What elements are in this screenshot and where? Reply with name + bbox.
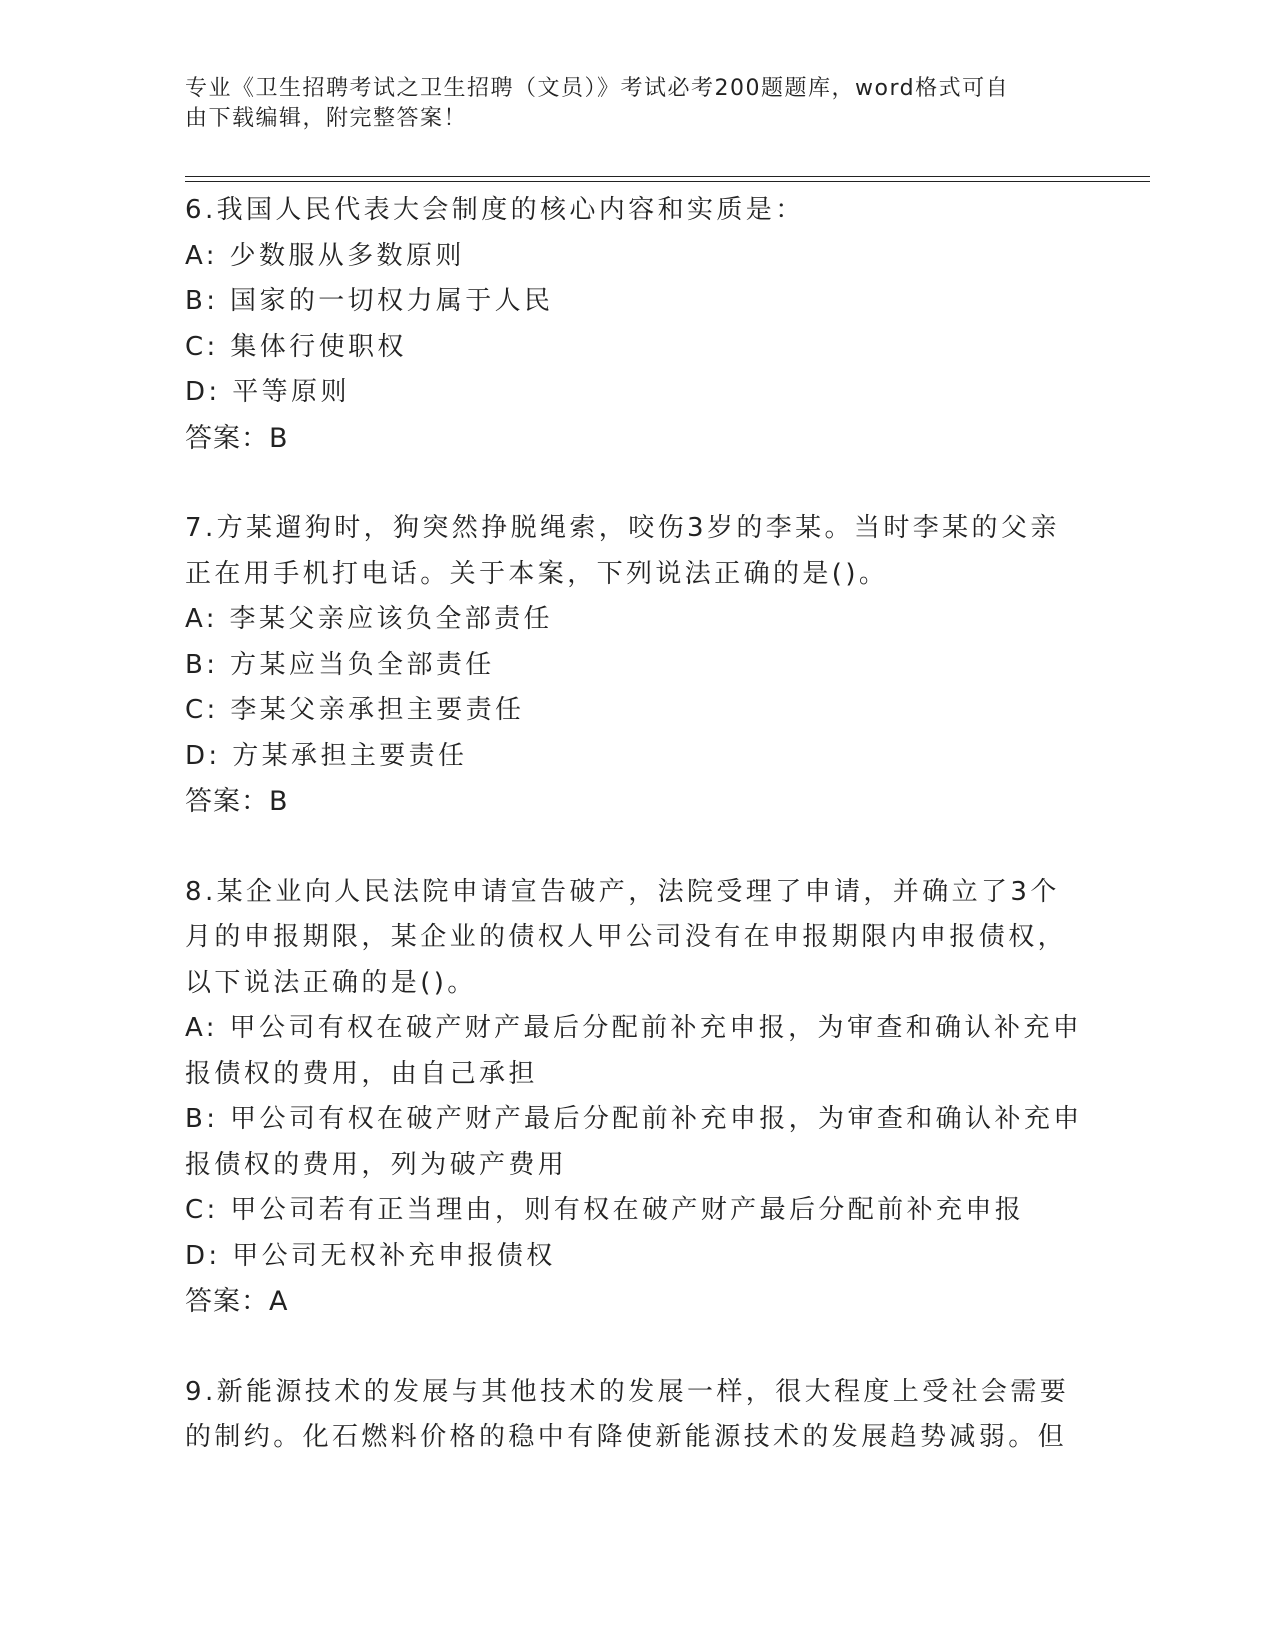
question-list	[185, 188, 1085, 1461]
option-c: C: 李某父亲承担主要责任	[185, 695, 525, 725]
question-8	[185, 870, 1085, 1325]
question-stem-line: 6.我国人民代表大会制度的核心内容和实质是：	[185, 195, 805, 225]
option-c: C: 集体行使职权	[185, 331, 407, 362]
option-d: D: 平等原则	[185, 377, 350, 407]
header-divider-bottom	[185, 181, 1150, 182]
option-c: C: 甲公司若有正当理由，则有权在破产财产最后分配前补充申报	[185, 1195, 1025, 1225]
answer-line: 答案：A	[185, 1286, 289, 1317]
answer-line: 答案：B	[185, 786, 289, 817]
header-divider-top	[185, 176, 1150, 177]
header-line-1: 专业《卫生招聘考试之卫生招聘（文员）》考试必考200题题库，word格式可自	[185, 76, 1010, 101]
question-9	[185, 1370, 1085, 1461]
question-stem-line: 的制约。化石燃料价格的稳中有降使新能源技术的发展趋势减弱。但	[185, 1422, 1068, 1452]
option-b: B: 方某应当负全部责任	[185, 649, 495, 680]
option-a: A: 甲公司有权在破产财产最后分配前补充申报，为审查和确认补充申	[185, 1013, 1083, 1043]
answer-line: 答案：B	[185, 422, 289, 454]
question-stem-line: 9.新能源技术的发展与其他技术的发展一样，很大程度上受社会需要	[185, 1376, 1070, 1407]
question-6	[185, 188, 1085, 461]
question-stem-line: 正在用手机打电话。关于本案，下列说法正确的是()。	[185, 558, 889, 589]
question-7	[185, 506, 1085, 825]
option-b-continued: 报债权的费用，列为破产费用	[185, 1149, 568, 1180]
question-stem-line: 月的申报期限，某企业的债权人甲公司没有在申报期限内申报债权，	[185, 922, 1068, 952]
question-stem-line: 以下说法正确的是()。	[185, 967, 477, 998]
option-b: B: 甲公司有权在破产财产最后分配前补充申报，为审查和确认补充申	[185, 1104, 1083, 1134]
option-a: A: 少数服从多数原则	[185, 240, 465, 271]
header-line-2: 由下载编辑，附完整答案！	[185, 106, 468, 131]
option-a-continued: 报债权的费用，由自己承担	[185, 1058, 538, 1089]
question-stem-line: 7.方某遛狗时，狗突然挣脱绳索，咬伤3岁的李某。当时李某的父亲	[185, 513, 1060, 543]
question-stem-line: 8.某企业向人民法院申请宣告破产，法院受理了申请，并确立了3个	[185, 876, 1060, 907]
option-a: A: 李某父亲应该负全部责任	[185, 604, 553, 634]
option-b: B: 国家的一切权力属于人民	[185, 286, 554, 316]
option-d: D: 方某承担主要责任	[185, 740, 468, 771]
document-header	[185, 74, 1065, 134]
option-d: D: 甲公司无权补充申报债权	[185, 1240, 556, 1271]
